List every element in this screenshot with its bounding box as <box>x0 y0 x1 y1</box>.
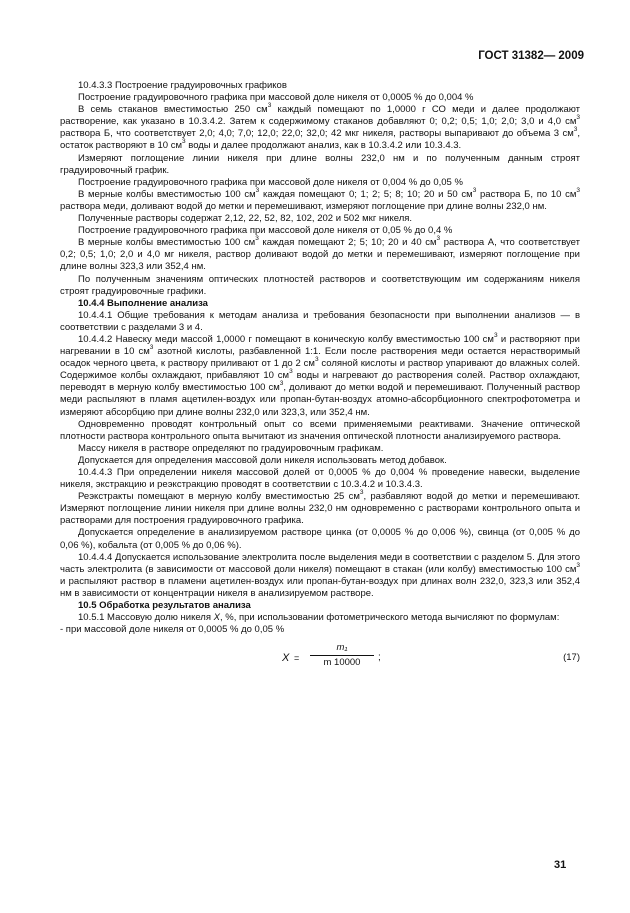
paragraph: Построение градуировочного графика при массовой доле никеля от 0,0005 % до 0,004 % <box>78 92 474 104</box>
paragraph: В семь стаканов вместимостью 250 $см^3$ каждый помещают по 1,0000 г СО меди и далее продолжают растворение, как указано в 10.3.4.2. Затем к содержимому стаканов добавляют 0; 0,2; 0,5; 1,0; 2,0; 3,0 и 4,0 $см^3$ раствора Б, что соответствует 2,0; 4,0; 7,0; 12,0; 22,0; 32,0; 42 мкг никеля, растворы выпаривают до объема 3 $см^3$, остаток растворяют в 10 $см^3$ воды и далее продолжают анализ, как в 10.3.4.2 или 10.3.4.3. <box>60 102 580 152</box>
paragraph: Построение градуировочного графика при массовой доле никеля от 0,05 % до 0,4 % <box>78 225 453 237</box>
formula-17 <box>60 642 580 680</box>
paragraph: 10.5.1 Массовую долю никеля X, %, при использовании фотометрического метода вычисляют по формулам: <box>78 612 560 624</box>
formula-denominator: m 10000 <box>323 657 361 669</box>
paragraph: В мерные колбы вместимостью 100 $см^3$ каждая помещают 0; 1; 2; 5; 8; 10; 20 и 50 $см^3$ раствора Б, по 10 $см^3$ раствора меди, доливают водой до метки и перемешивают, измеряют поглощение при длине волны 232,0 нм. <box>60 186 580 212</box>
section-heading: 10.5 Обработка результатов анализа <box>78 600 251 612</box>
paragraph: 10.4.4.3 При определении никеля массовой долей от 0,0005 % до 0,004 % проведение навески, выделение никеля, экстракцию и реэкстракцию проводят в соответствии с 10.3.4.2 и 10.3.4.3. <box>60 467 580 491</box>
paragraph-list <box>60 80 580 636</box>
paragraph: По полученным значениям оптических плотностей растворов и соответствующим им содержаниям никеля строят градуировочные графики. <box>60 273 580 297</box>
paragraph: 10.4.4.2 Навеску меди массой 1,0000 г помещают в коническую колбу вместимостью 100 $см^3$ и растворяют при нагревании в 10 $см^3$ азотной кислоты, разбавленной 1:1. Если после растворения меди остается нерастворимый осадок черного цвета, к раствору приливают от 1 до 2 $см^3$ соляной кислоты и раствор упаривают до влажных солей. Содержимое колбы охлаждают, прибавляют 10 $см^3$ воды и нагревают до растворения солей. Раствор охлаждают, переводят в мерную колбу вместимостью 100 $см^3$, доливают до метки водой и перемешивают. Полученный раствор меди распыляют в пламя ацетилен-воздух или пропан-бутан-воздух атомно-абсорбционного спектрофотометра и измеряют абсорбцию при длине волны 232,0 или 323,3, или 352,4 нм. <box>60 331 580 418</box>
document-header: ГОСТ 31382— 2009 <box>478 50 584 62</box>
formula-equals: = <box>294 653 300 664</box>
paragraph: 10.4.4.4 Допускается использование электролита после выделения меди в соответствии с разделом 5. Для этого часть электролита (в зависимости от массовой доли никеля) помещают в стакан (или колбу) вместимостью 100 $см^3$ и распыляют раствор в пламени ацетилен-воздух или пропан-бутан-воздух при длинах волн 232,0, 323,3 или 352,4 нм в зависимости от концентрации никеля в анализируемом растворе. <box>60 551 580 599</box>
paragraph: Массу никеля в растворе определяют по градуировочным графикам. <box>78 442 384 454</box>
paragraph: Допускается для определения массовой доли никеля использовать метод добавок. <box>78 454 447 466</box>
section-heading: 10.4.4 Выполнение анализа <box>78 297 208 309</box>
document-body <box>60 80 580 680</box>
formula-lhs: X <box>282 652 290 665</box>
formula-number: (17) <box>563 652 580 664</box>
page-number: 31 <box>554 859 567 871</box>
paragraph: Реэкстракты помещают в мерную колбу вместимостью 25 $см^3$, разбавляют водой до метки и перемешивают. Измеряют поглощение линии никеля при длине волны 232,0 нм одновременно с растворами контрольного опыта и растворами для построения градуировочного графика. <box>60 489 581 527</box>
paragraph: 10.4.4.1 Общие требования к методам анализа и требования безопасности при выполнении анализов — в соответствии с разделами 3 и 4. <box>60 309 580 333</box>
paragraph: Допускается определение в анализируемом растворе цинка (от 0,0005 % до 0,006 %), свинца (от 0,005 % до 0,06 %), кобальта (от 0,005 % до 0,06 %). <box>60 527 580 551</box>
formula-semicolon: ; <box>378 652 381 664</box>
paragraph: Измеряют поглощение линии никеля при длине волны 232,0 нм и по полученным данным строят градуировочный график. <box>60 152 580 176</box>
paragraph: 10.4.3.3 Построение градуировочных графиков <box>78 80 287 91</box>
formula-fraction <box>310 642 374 669</box>
paragraph: Одновременно проводят контрольный опыт со всеми применяемыми реактивами. Значение оптической плотности раствора контрольного опыта вычитают из значения оптической плотности анализируемого раствора. <box>60 418 580 442</box>
paragraph: Полученные растворы содержат 2,12, 22, 52, 82, 102, 202 и 502 мкг никеля. <box>78 213 413 225</box>
paragraph: В мерные колбы вместимостью 100 $см^3$ каждая помещают 2; 5; 10; 20 и 40 $см^3$ раствора А, что соответствует 0,2; 0,5; 1,0; 2,0 и 4,0 мг никеля, раствор доливают водой до метки и перемешивают, измеряют поглощение при длине волны 323,3 или 352,4 нм. <box>60 235 580 273</box>
formula-numerator: m₁ <box>310 642 374 656</box>
paragraph: Построение градуировочного графика при массовой доле никеля от 0,004 % до 0,05 % <box>78 176 463 188</box>
paragraph: - при массовой доле никеля от 0,0005 % до 0,05 % <box>60 624 285 636</box>
